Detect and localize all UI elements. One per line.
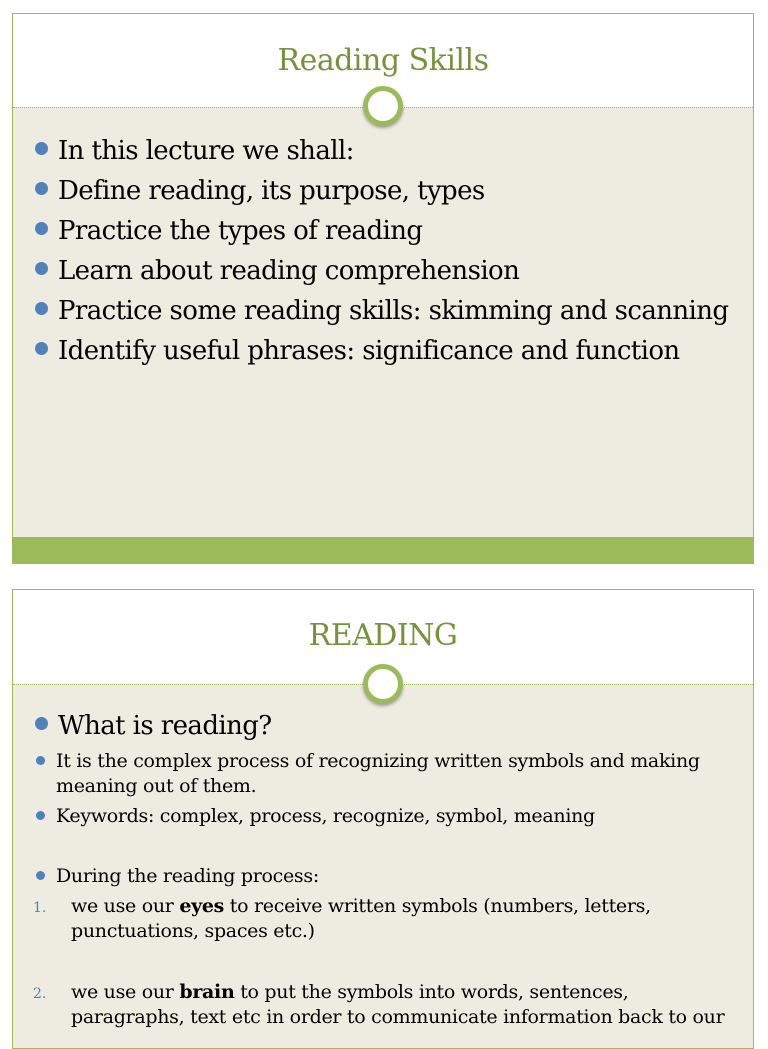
bullet-dot-icon	[36, 811, 45, 820]
bullet-dot-icon	[35, 182, 48, 195]
bullet-dot-icon	[35, 342, 48, 355]
step-text-bold: brain	[179, 981, 235, 1003]
slide-title: READING	[308, 618, 458, 653]
list-item-text: Identify useful phrases: significance and function	[58, 336, 680, 366]
step-text-before: we use our	[71, 981, 180, 1003]
list-item-text: Practice the types of reading	[58, 216, 423, 246]
slide-title: Reading Skills	[277, 43, 489, 78]
slide-reading	[12, 589, 754, 1049]
footer-bar	[13, 537, 753, 563]
bullet-dot-icon	[36, 871, 45, 880]
step-text-after: to put the symbols into words, sentences, paragraphs, text etc in order to communicate information back to our	[71, 981, 725, 1028]
circle-ring-icon	[363, 86, 403, 126]
list-item-text: In this lecture we shall:	[58, 136, 354, 166]
circle-ring-icon	[363, 664, 403, 704]
bullet-dot-icon	[36, 756, 45, 765]
list-item-text: Practice some reading skills: skimming and scanning	[58, 296, 729, 326]
list-item-text	[71, 894, 741, 944]
bullet-dot-icon	[35, 262, 48, 275]
bullet-dot-icon	[35, 717, 48, 730]
list-item-text: Learn about reading comprehension	[58, 256, 520, 286]
slide-reading-skills	[12, 13, 754, 564]
list-item-text: During the reading process:	[56, 865, 319, 887]
step-text-after: to receive written symbols (numbers, letters, punctuations, spaces etc.)	[71, 895, 651, 942]
bullet-dot-icon	[35, 302, 48, 315]
bullet-dot-icon	[35, 222, 48, 235]
bullet-dot-icon	[35, 142, 48, 155]
list-item-text: What is reading?	[58, 711, 272, 741]
list-item-text: Define reading, its purpose, types	[58, 176, 485, 206]
list-item-text: Keywords: complex, process, recognize, symbol, meaning	[56, 805, 595, 827]
step-text-bold: eyes	[179, 895, 225, 917]
list-item-text: It is the complex process of recognizing written symbols and making meaning out of them.	[56, 750, 700, 797]
list-item-text	[71, 980, 741, 1030]
list-number: 1.	[33, 900, 47, 916]
step-text-before: we use our	[71, 895, 180, 917]
list-number: 2.	[33, 986, 47, 1002]
